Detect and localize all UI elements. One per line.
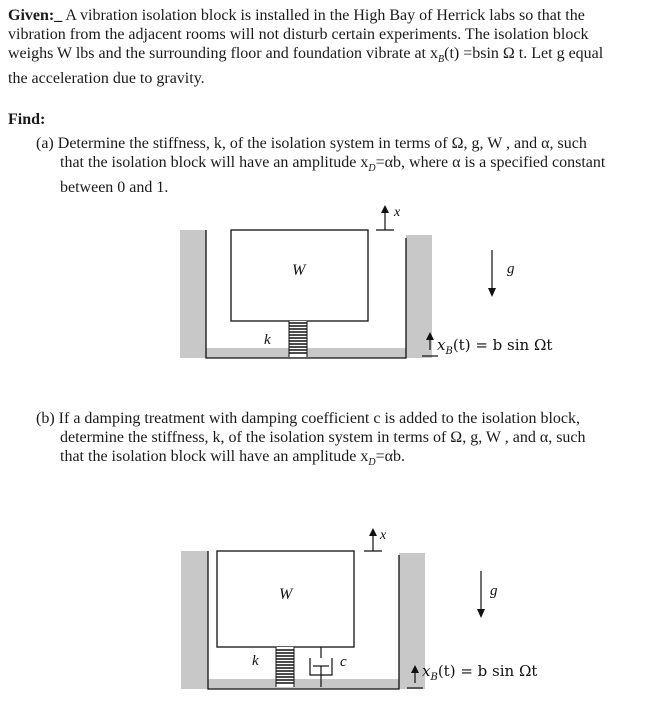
part-a-line-1: (a) Determine the stiffness, k, of the isolation system in terms of Ω, g, W , and α, such [36, 135, 587, 152]
g-label-b: g [490, 583, 498, 599]
part-a-line-3: between 0 and 1. [60, 179, 169, 197]
damper-label-b: c [340, 654, 347, 670]
mass-label-a: W [292, 262, 306, 279]
given-text-2: vibration from the adjacent rooms will not disturb certain experiments. The isolation block [8, 26, 589, 43]
given-text-1: A vibration isolation block is installed in the High Bay of Herrick labs so that the [65, 7, 585, 24]
base-equation-a: $x_B(t) = b$ sin Ωt [437, 336, 553, 357]
x-label-a: x [394, 205, 401, 220]
given-paragraph [8, 6, 648, 88]
figure-a [0, 200, 652, 370]
spring-label-b: k [252, 653, 259, 669]
base-equation-b: $x_B(t) = b$ sin Ωt [422, 662, 538, 683]
part-b-line-3: that the isolation block will have an amplitude $x_D=\alpha b$. [60, 448, 406, 469]
part-a-text [36, 134, 648, 197]
given-text-3: weighs W lbs and the surrounding floor and foundation vibrate at $x_B(t) =bsin$ Ω t. Let g equal [8, 45, 604, 66]
x-arrow-a [376, 205, 394, 230]
part-b-line-2: determine the stiffness, k, of the isolation system in terms of Ω, g, W , and α, such [60, 429, 586, 446]
part-b-line-1: (b) If a damping treatment with damping coefficient c is added to the isolation block, [36, 410, 580, 427]
gravity-arrow-b [477, 571, 485, 618]
given-text-4: the acceleration due to gravity. [8, 70, 205, 88]
part-a-line-2: that the isolation block will have an amplitude $x_D=\alpha b$, where α is a specified constant [60, 154, 606, 175]
g-label-a: g [507, 261, 515, 277]
ground-left-a [180, 230, 206, 356]
mass-label-b: W [279, 586, 293, 603]
spring-a [289, 321, 307, 357]
given-label: Given:_ [8, 7, 63, 24]
gravity-arrow-a [488, 250, 496, 297]
spring-b [276, 647, 294, 687]
figure-b [0, 525, 652, 710]
ground-left-b [181, 551, 208, 687]
find-heading: Find: [8, 111, 46, 128]
spring-label-a: k [264, 332, 271, 348]
ground-bottom-b [181, 679, 425, 689]
part-b-text [36, 409, 648, 472]
x-label-b: x [380, 528, 387, 543]
